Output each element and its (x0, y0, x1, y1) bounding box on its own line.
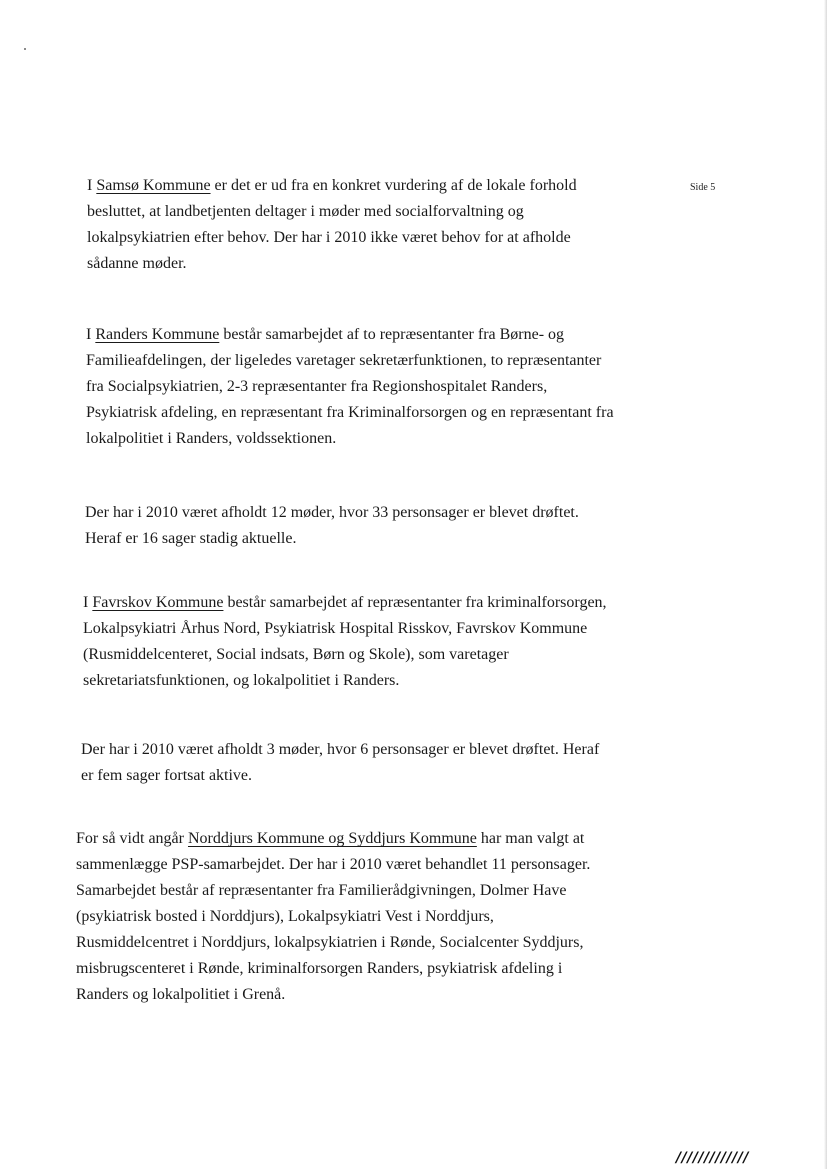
paragraph-line: Der har i 2010 været afholdt 3 møder, hvor 6 personsager er blevet drøftet. Heraf (81, 741, 600, 758)
paragraph-line: misbrugscenteret i Rønde, kriminalforsorgen Randers, psykiatrisk afdeling i (76, 960, 563, 977)
municipality-name: Randers Kommune (95, 326, 220, 343)
paragraph-line: besluttet, at landbetjenten deltager i møder med socialforvaltning og (87, 203, 524, 220)
paragraph-line: Psykiatrisk afdeling, en repræsentant fra Kriminalforsorgen og en repræsentant fra (86, 404, 614, 421)
municipality-name: Norddjurs Kommune og Syddjurs Kommune (187, 830, 477, 847)
paragraph-randers (86, 322, 664, 452)
paragraph-line: Familieafdelingen, der ligeledes varetager sekretærfunktionen, to repræsentanter (86, 352, 602, 369)
page-number-label: Side 5 (690, 182, 716, 193)
paragraph-favrskov-meetings (81, 737, 661, 789)
paragraph-line: (Rusmiddelcenteret, Social indsats, Børn og Skole), som varetager (83, 646, 509, 663)
paragraph-line: I Samsø Kommune er det er ud fra en konkret vurdering af de lokale forhold (87, 177, 577, 194)
footer-marks: ///////////// (676, 1150, 749, 1166)
paragraph-line: er fem sager fortsat aktive. (81, 767, 253, 784)
paragraph-line: sammenlægge PSP-samarbejdet. Der har i 2010 været behandlet 11 personsager. (76, 856, 591, 873)
paragraph-line: lokalpsykiatrien efter behov. Der har i 2010 ikke været behov for at afholde (87, 229, 571, 246)
paragraph-samso (87, 173, 665, 277)
paragraph-line: For så vidt angår Norddjurs Kommune og Syddjurs Kommune har man valgt at (76, 830, 585, 847)
paragraph-line: Der har i 2010 været afholdt 12 møder, hvor 33 personsager er blevet drøftet. (85, 504, 579, 521)
paragraph-line: (psykiatrisk bosted i Norddjurs), Lokalpsykiatri Vest i Norddjurs, (76, 908, 494, 925)
paragraph-line: Rusmiddelcentret i Norddjurs, lokalpsykiatrien i Rønde, Socialcenter Syddjurs, (76, 934, 584, 951)
paragraph-line: fra Socialpsykiatrien, 2-3 repræsentanter fra Regionshospitalet Randers, (86, 378, 548, 395)
paragraph-line: Randers og lokalpolitiet i Grenå. (76, 986, 286, 1003)
municipality-name: Samsø Kommune (96, 177, 211, 194)
paragraph-favrskov (83, 590, 661, 694)
paragraph-randers-meetings (85, 500, 663, 552)
paragraph-line: I Randers Kommune består samarbejdet af to repræsentanter fra Børne- og (86, 326, 565, 343)
paragraph-line: Samarbejdet består af repræsentanter fra Familierådgivningen, Dolmer Have (76, 882, 567, 899)
paragraph-line: sådanne møder. (87, 255, 187, 272)
municipality-name: Favrskov Kommune (92, 594, 224, 611)
paragraph-line: sekretariatsfunktionen, og lokalpolitiet i Randers. (83, 672, 400, 689)
paragraph-line: I Favrskov Kommune består samarbejdet af repræsentanter fra kriminalforsorgen, (83, 594, 607, 611)
paragraph-line: Heraf er 16 sager stadig aktuelle. (85, 530, 297, 547)
scan-speck (24, 48, 26, 50)
paragraph-djurs (76, 826, 658, 1008)
paragraph-line: lokalpolitiet i Randers, voldssektionen. (86, 430, 337, 447)
paragraph-line: Lokalpsykiatri Århus Nord, Psykiatrisk Hospital Risskov, Favrskov Kommune (83, 620, 588, 637)
